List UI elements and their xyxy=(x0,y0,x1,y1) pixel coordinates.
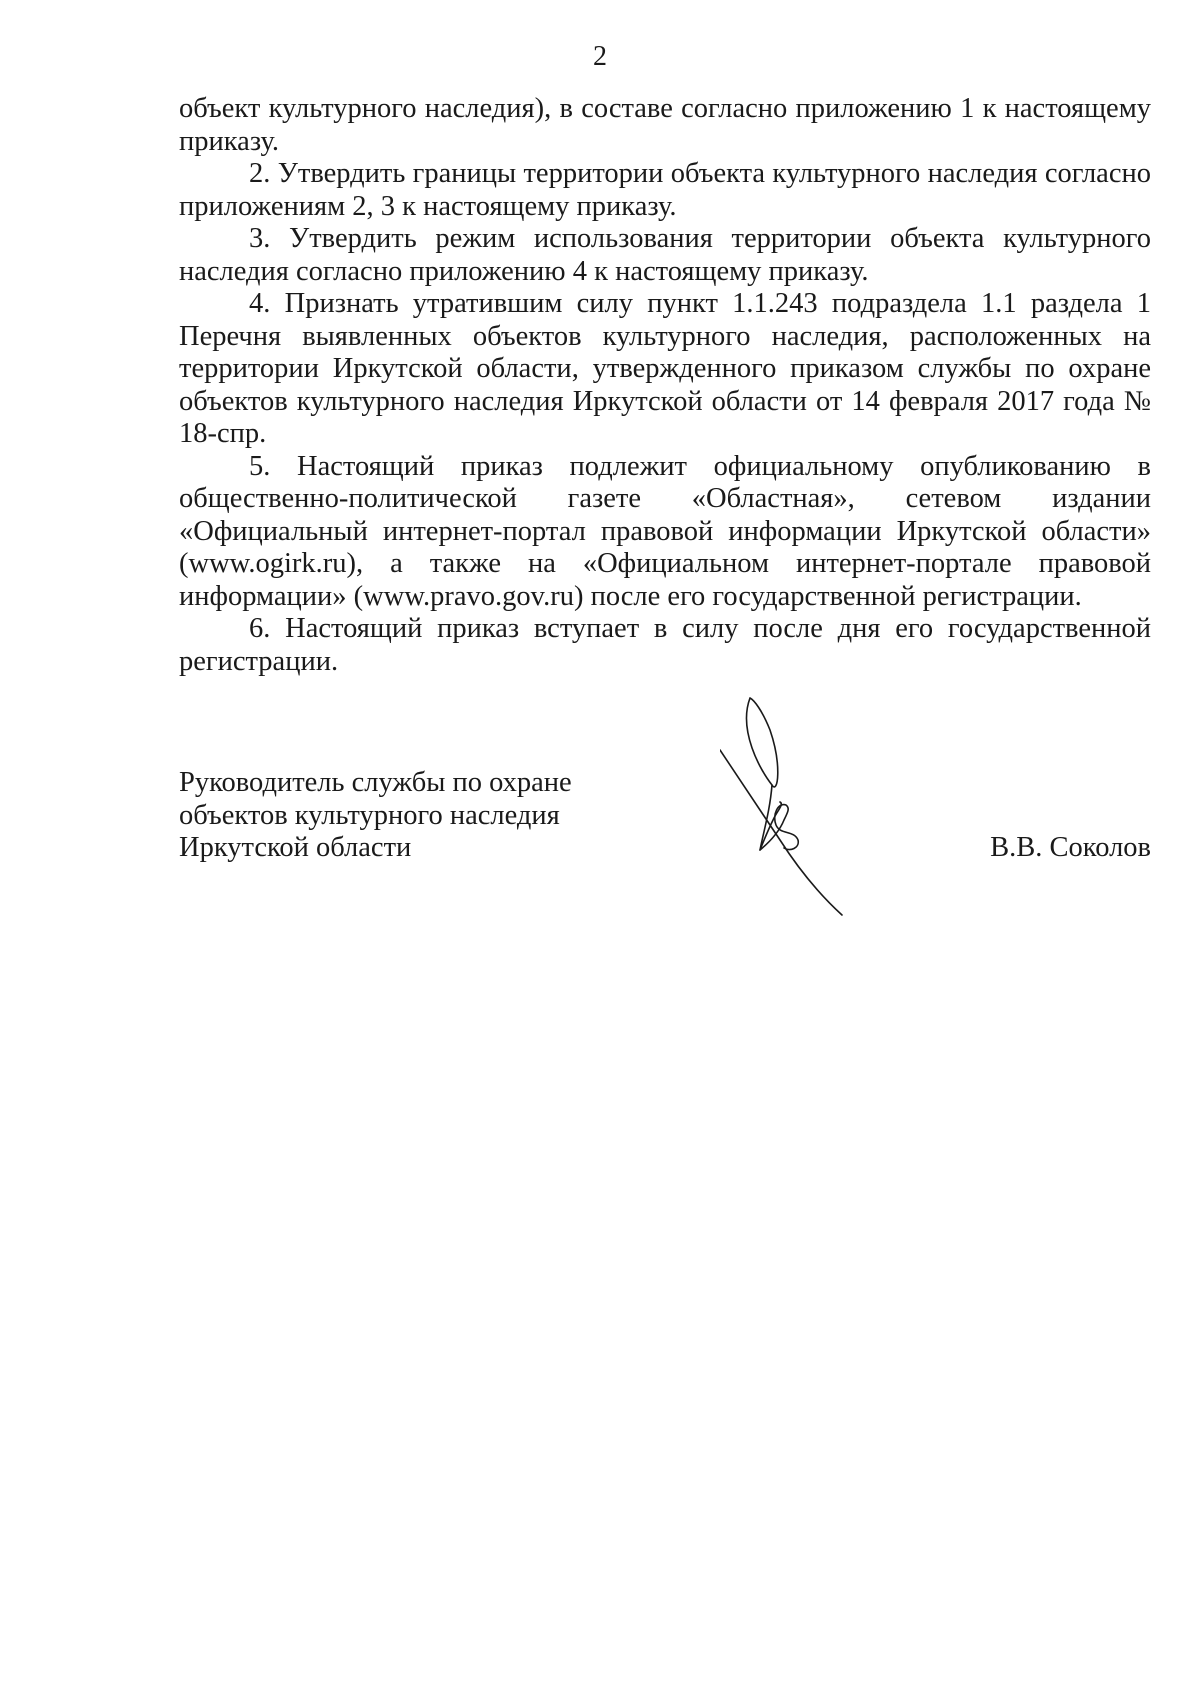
document-body xyxy=(179,93,1151,678)
signer-position-line: Иркутской области xyxy=(179,832,412,863)
paragraph-item-3: 3. Утвердить режим использования территории объекта культурного наследия согласно приложению 4 к настоящему приказу. xyxy=(179,223,1151,287)
signature-hook-stroke xyxy=(760,802,781,850)
signer-position-line: Руководитель службы по охране xyxy=(179,767,572,798)
signature-loop-stroke xyxy=(747,698,778,787)
paragraph-item-6: 6. Настоящий приказ вступает в силу после дня его государственной регистрации. xyxy=(179,613,1151,677)
paragraph-continuation: объект культурного наследия), в составе согласно приложению 1 к настоящему приказу. xyxy=(179,93,1151,157)
signature-slash-stroke xyxy=(720,750,842,915)
signature-block xyxy=(179,767,1151,877)
paragraph-item-2: 2. Утвердить границы территории объекта культурного наследия согласно приложениям 2, 3 к настоящему приказу. xyxy=(179,158,1151,222)
paragraph-item-5: 5. Настоящий приказ подлежит официальному опубликованию в общественно-политической газете «Областная», сетевом издании «Официальный интернет-портал правовой информации Иркутской области» (www.ogirk.ru), а также на «Официальном интернет-портале правовой информации» (www.pravo.gov.ru) после его государственной регистрации. xyxy=(179,450,1151,612)
signer-name: В.В. Соколов xyxy=(990,832,1151,863)
handwritten-signature xyxy=(720,690,850,920)
page-number: 2 xyxy=(593,41,607,72)
signer-position xyxy=(179,767,639,865)
paragraph-item-4: 4. Признать утратившим силу пункт 1.1.243 подраздела 1.1 раздела 1 Перечня выявленных объектов культурного наследия, расположенных на территории Иркутской области, утвержденного приказом службы по охране объектов культурного наследия Иркутской области от 14 февраля 2017 года № 18-спр. xyxy=(179,288,1151,449)
signer-position-line: объектов культурного наследия xyxy=(179,799,560,831)
